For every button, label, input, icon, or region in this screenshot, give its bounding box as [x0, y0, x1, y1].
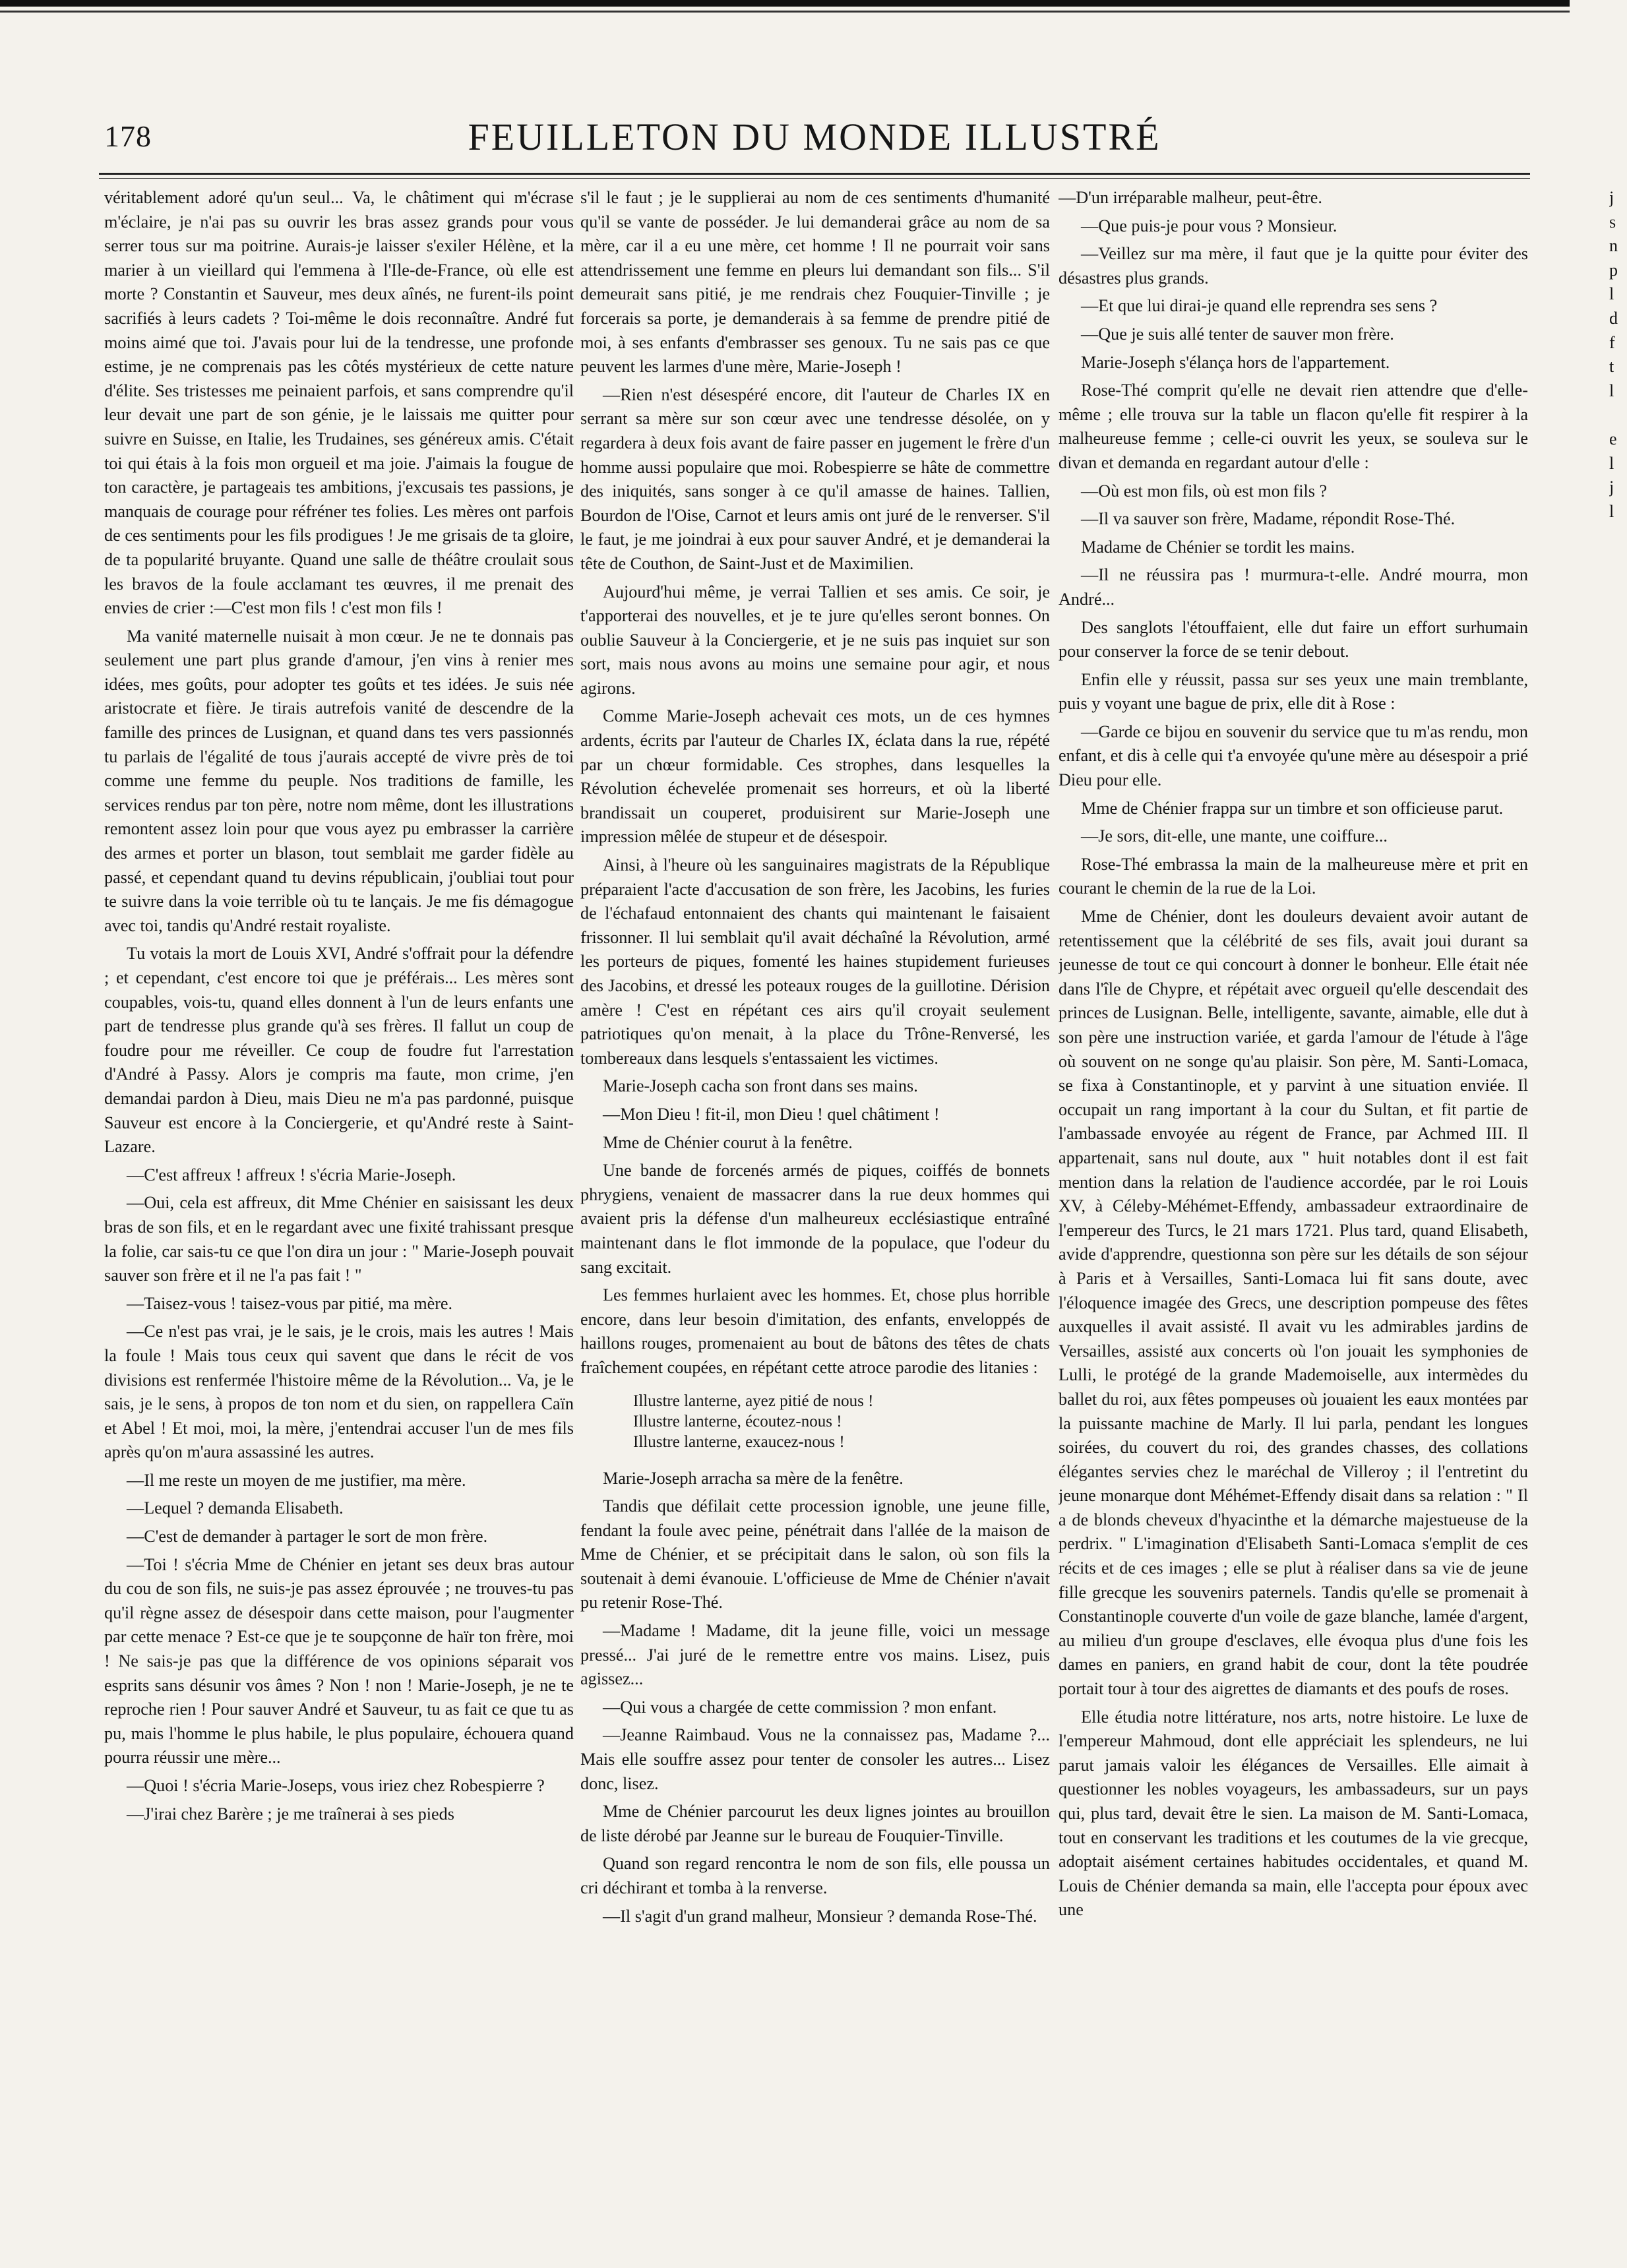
paragraph: —Mon Dieu ! fit-il, mon Dieu ! quel châtiment !	[603, 1104, 940, 1124]
paragraph: —C'est de demander à partager le sort de mon frère.	[127, 1527, 488, 1547]
paragraph: —Ce n'est pas vrai, je le sais, je le crois, mais les autres ! Mais la foule ! Mais tous ceux qui savent que dans le récit de vos divisions est renfermée l'histoire même de la Révolution... Va, je le sais, je le sens, à propos de ton nom et du sien, on rappellera Caïn et Abel ! Et moi, moi, la mère, j'entendrai accuser l'un de mes fils après qu'on m'aura assassiné les autres.	[104, 1322, 574, 1462]
paragraph: Elle étudia notre littérature, nos arts, notre histoire. Le luxe de l'empereur Mahmoud, dont elle appréciait les splendeurs, ne lui parut jamais valoir les élégances de Versailles. Elle aimait à questionner les nobles voyageurs, les ambassadeurs, sur un pays qui, plus tard, devait être le sien. La maison de M. Santi-Lomaca, tout en conservant les traditions et les coutumes de la vie grecque, adoptait aisément certaines habitudes occidentales, et quand M. Louis de Chénier demanda sa main, elle l'accepta pour époux avec une	[1059, 1707, 1528, 1920]
paragraph: Mme de Chénier courut à la fenêtre.	[603, 1132, 853, 1152]
header-rule	[99, 173, 1530, 175]
paragraph: —Veillez sur ma mère, il faut que je la quitte pour éviter des désastres plus grands.	[1059, 244, 1528, 288]
paragraph: —Que puis-je pour vous ? Monsieur.	[1081, 216, 1337, 235]
fragment-line: d	[1609, 308, 1618, 328]
paragraph: —Madame ! Madame, dit la jeune fille, voici un message pressé... J'ai juré de le remettre entre vos mains. Lisez, puis agissez...	[580, 1621, 1050, 1689]
fragment-line: l	[1609, 284, 1614, 304]
fragment-line: j	[1609, 477, 1614, 497]
fragment-line: l	[1609, 453, 1614, 473]
journal-title: FEUILLETON DU MONDE ILLUSTRÉ	[468, 115, 1161, 158]
top-border-thin-bar	[0, 11, 1570, 13]
paragraph: Marie-Joseph s'élança hors de l'appartement.	[1081, 352, 1390, 372]
paragraph: —Jeanne Raimbaud. Vous ne la connaissez pas, Madame ?... Mais elle souffre assez pour tenter de consoler les autres... Lisez donc, lisez.	[580, 1725, 1050, 1793]
fragment-line: f	[1609, 332, 1615, 352]
paragraph: —Il me reste un moyen de me justifier, ma mère.	[127, 1470, 466, 1490]
paragraph: Rose-Thé embrassa la main de la malheureuse mère et prit en courant le chemin de la rue de la Loi.	[1059, 854, 1528, 898]
paragraph: Aujourd'hui même, je verrai Tallien et ses amis. Ce soir, je t'apporterai des nouvelles, et je te jure qu'elles seront bonnes. On oublie Sauveur à la Conciergerie, et je ne suis pas inquiet sur son sort, mais nous avons au moins une semaine pour agir, et nous agirons.	[580, 582, 1050, 698]
fragment-line	[1609, 403, 1627, 427]
page-number: 178	[104, 119, 152, 153]
paragraph: Quand son regard rencontra le nom de son fils, elle poussa un cri déchirant et tomba à la renverse.	[580, 1854, 1050, 1897]
paragraph: Marie-Joseph cacha son front dans ses mains.	[603, 1076, 918, 1096]
paragraph: —Lequel ? demanda Elisabeth.	[127, 1498, 344, 1518]
verse-line: Illustre lanterne, exaucez-nous !	[633, 1432, 845, 1451]
paragraph: Mme de Chénier frappa sur un timbre et son officieuse parut.	[1081, 798, 1504, 818]
paragraph: Ainsi, à l'heure où les sanguinaires magistrats de la République préparaient l'acte d'accusation de son frère, les Jacobins, les furies de l'échafaud entonnaient des chants qui maintenant le faisaient frissonner. Il lui semblait qu'il avait déchaîné la Révolution, armé les porteurs de piques, fomenté les haines stupidement furieuses des Jacobins, et dressé les poteaux rouges de la guillotine. Dérision amère ! C'est en répétant ces airs qu'il croyait seulement patriotiques qu'on menait, à la place du Trône-Renversé, les tombereaux dans lesquels s'entassaient les victimes.	[580, 855, 1050, 1068]
fragment-line: j	[1609, 188, 1614, 207]
fragment-line: s	[1609, 212, 1616, 231]
paragraph: —Je sors, dit-elle, une mante, une coiffure...	[1081, 826, 1388, 846]
paragraph: —C'est affreux ! affreux ! s'écria Marie-Joseph.	[127, 1165, 456, 1184]
paragraph: —Oui, cela est affreux, dit Mme Chénier en saisissant les deux bras de son fils, et en le regardant avec une fixité trahissant presque la folie, car sais-tu ce que l'on dira un jour : " Marie-Joseph pouvait sauver son frère et il ne l'a pas fait ! "	[104, 1193, 574, 1285]
paragraph: —Toi ! s'écria Mme de Chénier en jetant ses deux bras autour du cou de son fils, ne suis-je pas assez éprouvée ; ne trouves-tu pas qu'il règne assez de désespoir dans cette maison, pour l'augmenter par cette menace ? Est-ce que je te soupçonne de haïr ton frère, moi ! Ne sais-je pas que la différence de vos opinions séparait vos esprits sans désunir vos âmes ? Non ! non ! Marie-Joseph, je ne te reproche rien ! Pour sauver André et Sauveur, tu as fait ce que tu as pu, mais l'homme le plus habile, le plus populaire, échouera quand pourra réussir une mère...	[104, 1554, 574, 1767]
fragment-line: l	[1609, 381, 1614, 400]
fragment-line: l	[1609, 501, 1614, 521]
text-column-2	[580, 186, 1050, 2237]
paragraph: Tu votais la mort de Louis XVI, André s'offrait pour la défendre ; et cependant, c'est encore toi que je préférais... Les mères sont coupables, vois-tu, quand elles donnent à l'un de leurs enfants une part de tendresse plus grande qu'à ses frères. Il fallut un coup de foudre pour me réveiller. Ce coup de foudre fut l'arrestation d'André à Passy. Alors je compris ma faute, mon crime, j'en demandai pardon à Dieu, mais Dieu ne m'a pas pardonné, puisque Sauveur est encore à la Conciergerie, et qu'André reste à Saint-Lazare.	[104, 944, 574, 1157]
paragraph: —D'un irréparable malheur, peut-être.	[1059, 188, 1322, 207]
paragraph: —Quoi ! s'écria Marie-Joseps, vous iriez chez Robespierre ?	[127, 1776, 545, 1795]
paragraph: Enfin elle y réussit, passa sur ses yeux une main tremblante, puis y voyant une bague de prix, elle dit à Rose :	[1059, 669, 1528, 714]
paragraph: Comme Marie-Joseph achevait ces mots, un de ces hymnes ardents, écrits par l'auteur de Charles IX, éclata dans la rue, répété par un chœur formidable. Ces strophes, dans lesquelles la Révolution échevelée promenait ses horreurs, et où la liberté brandissait un couperet, produisirent sur Marie-Joseph une impression mêlée de stupeur et de désespoir.	[580, 706, 1050, 847]
fragment-line: e	[1609, 429, 1617, 448]
paragraph: Tandis que défilait cette procession ignoble, une jeune fille, fendant la foule avec peine, pénétrait dans l'allée de la maison de Mme de Chénier, et se précipitait dans le salon, où son fils la soutenait à demi évanouie. L'officieuse de Mme de Chénier n'avait pu retenir Rose-Thé.	[580, 1496, 1050, 1612]
paragraph: —J'irai chez Barère ; je me traînerai à ses pieds	[127, 1804, 454, 1824]
text-column-1	[104, 186, 574, 2237]
paragraph: —Où est mon fils, où est mon fils ?	[1081, 481, 1328, 501]
paragraph: —Garde ce bijou en souvenir du service que tu m'as rendu, mon enfant, et dis à celle qui t'a envoyée qu'une mère au désespoir a prié Dieu pour elle.	[1059, 721, 1528, 790]
paragraph: Marie-Joseph arracha sa mère de la fenêtre.	[603, 1468, 904, 1488]
paragraph: Ma vanité maternelle nuisait à mon cœur. Je ne te donnais pas seulement une part plus grande d'amour, j'en vins à renier mes idées, mes goûts, pour adopter tes goûts et tes idées. Je suis née aristocrate et fière. Je tirais autrefois vanité de descendre de la famille des princes de Lusignan, et quand dans tes vers passionnés tu parlais de l'égalité de tous j'aurais accepté de vivre près de toi comme une femme du peuple. Nos traditions de famille, les services rendus par ton père, notre nom même, dont les illustrations remontent assez loin pour que vous ayez pu embrasser la carrière des armes et porter un blason, tout semblait me garder fidèle au passé, et cependant quand tu devins républicain, j'oubliai tout pour te suivre dans la voie terrible où tu te lançais. Je me fis démagogue avec toi, tandis qu'André restait royaliste.	[104, 626, 574, 935]
paragraph: Madame de Chénier se tordit les mains.	[1081, 537, 1355, 557]
fragment-line: p	[1609, 260, 1618, 280]
fragment-line: t	[1609, 357, 1614, 377]
paragraph: —Il s'agit d'un grand malheur, Monsieur ? demanda Rose-Thé.	[603, 1906, 1037, 1926]
next-page-column-fragment	[1609, 186, 1627, 582]
verse-line: Illustre lanterne, écoutez-nous !	[633, 1412, 842, 1430]
paragraph: —Et que lui dirai-je quand elle reprendra ses sens ?	[1081, 296, 1438, 316]
litany-verse	[633, 1391, 1050, 1452]
paragraph: —Que je suis allé tenter de sauver mon frère.	[1081, 324, 1394, 344]
paragraph: —Taisez-vous ! taisez-vous par pitié, ma mère.	[127, 1293, 453, 1313]
verse-line: Illustre lanterne, ayez pitié de nous !	[633, 1392, 874, 1410]
paragraph: Mme de Chénier parcourut les deux lignes jointes au brouillon de liste dérobé par Jeanne sur le bureau de Fouquier-Tinville.	[580, 1802, 1050, 1845]
paragraph: —Rien n'est désespéré encore, dit l'auteur de Charles IX en serrant sa mère sur son cœur avec une tendresse désolée, on y regardera à deux fois avant de faire passer en jugement le frère d'un homme aussi populaire que moi. Robespierre se hâte de commettre des iniquités, sans songer à ce qu'il amasse de haines. Tallien, Bourdon de l'Oise, Carnot et leurs amis ont juré de le renverser. S'il le faut, je me joindrai à eux pour sauver André, et je demanderai la tête de Couthon, de Saint-Just et de Maximilien.	[580, 384, 1050, 573]
paragraph: Mme de Chénier, dont les douleurs devaient avoir autant de retentissement que la célébrité de ses fils, avait joui durant sa jeunesse de tout ce qui concourt à donner le bonheur. Elle était née dans l'île de Chypre, et répétait avec orgueil qu'elle descendait des princes de Lusignan. Belle, intelligente, savante, aimable, elle dut à son père une instruction variée, et garda l'amour de l'étude à l'âge où souvent on ne songe qu'au plaisir. Son père, M. Santi-Lomaca, se fixa à Constantinople, et y parvint à une situation enviée. Il occupait un rang important à la cour du Sultan, et fit partie de l'ambassade envoyée au régent de France, par Achmed III. Il appartenait, sans nul doute, aux " huit notables dont il est fait mention dans la relation de l'audience accordée, par le roi Louis XV, à Céleby-Méhémet-Effendy, ambassadeur extraordinaire de l'empereur des Turcs, le 21 mars 1721. Plus tard, quand Elisabeth, avide d'apprendre, questionna son père sur les détails de son séjour à Paris et à Versailles, Santi-Lomaca lui fit sans doute, avec l'éloquence imagée des Grecs, une description pompeuse des fêtes auxquelles il avait assisté. Il avait vu les admirables jardins de Versailles, assisté aux concerts où l'on jouait les symphonies de Lulli, le protégé de la grande Mademoiselle, aux intermèdes du ballet du roi, aux fêtes pompeuses où jouaient les eaux montées par la puissante machine de Marly. Il lui parla, pendant les longues soirées, du couvert du roi, des grandes chasses, des collations élégantes servies chez le maréchal de Villeroy ; il l'entretint du jeune monarque dont Méhémet-Effendy disait dans sa relation : " Il a de blonds cheveux d'hyacinthe et la démarche majestueuse de la perdrix. " L'imagination d'Elisabeth Santi-Lomaca s'emplit de ces récits et de ces images ; elle se plut à réaliser dans sa vie de jeune fille grecque les souvenirs paternels. Tandis qu'elle se promenait à Constantinople couverte d'un voile de gaze blanche, lamée d'argent, au milieu d'un groupe d'esclaves, elle évoqua plus d'une fois les dames en paniers, en grand habit de cour, dont la tête poudrée portait tour à tour des aigrettes de diamants et des poufs de roses.	[1059, 907, 1528, 1699]
paragraph: —Il ne réussira pas ! murmura-t-elle. André mourra, mon André...	[1059, 565, 1528, 609]
page-header	[99, 112, 1530, 171]
paragraph: véritablement adoré qu'un seul... Va, le châtiment qui m'écrase m'éclaire, je n'ai pas su ouvrir les bras assez grands pour vous serrer tous sur ma poitrine. Aurais-je laisser s'exiler Hélène, et la marier à un vieillard qui l'emmena à l'Ile-de-France, où elle est morte ? Constantin et Sauveur, mes deux aînés, ne furent-ils point sacrifiés à leurs cadets ? Toi-même le dois reconnaître. André fut moins aimé que toi. J'avais pour lui de la tendresse, une profonde estime, je ne comprenais pas les côtés mystérieux de cette nature d'élite. Ses tristesses me peinaient parfois, et sans comprendre qu'il leur devait une part de son génie, je le laissais me quitter pour suivre en Suisse, en Italie, les Trudaines, ses généreux amis. C'était toi qui étais à la fois mon orgueil et ma joie. J'aimais la fougue de ton caractère, je partageais tes ambitions, j'excusais tes passions, je manquais de courage pour réfréner tes folies. Les mères ont parfois de ces sentiments pour les fils prodigues ! Je me grisais de ta gloire, de ta popularité bruyante. Quand une salle de théâtre croulait sous les bravos de la foule acclamant tes œuvres, il me prenait des envies de crier :—C'est mon fils ! c'est mon fils !	[104, 188, 574, 618]
paragraph: s'il le faut ; je le supplierai au nom de ces sentiments d'humanité qu'il se vante de posséder. Je lui demanderai grâce au nom de sa mère, car il a eu une mère, cet homme ! Il ne pourrait voir sans attendrissement une femme en pleurs lui demandant son fils... S'il demeurait sans pitié, je me rendrais chez Fouquier-Tinville ; je forcerais sa porte, je demanderais à sa femme de prendre pitié de moi, à ses enfants d'embrasser ses genoux. Tu ne sais pas ce que peuvent les larmes d'une mère, Marie-Joseph !	[580, 188, 1050, 377]
top-border-bar	[0, 0, 1570, 7]
paragraph: —Il va sauver son frère, Madame, répondit Rose-Thé.	[1081, 509, 1456, 529]
paragraph: Des sanglots l'étouffaient, elle dut faire un effort surhumain pour conserver la force de se tenir debout.	[1059, 617, 1528, 661]
paragraph: Rose-Thé comprit qu'elle ne devait rien attendre que d'elle-même ; elle trouva sur la table un flacon qu'elle fit respirer à la malheureuse femme ; celle-ci ouvrit les yeux, se souleva sur le divan et demanda en regardant autour d'elle :	[1059, 381, 1528, 472]
fragment-line: n	[1609, 236, 1618, 256]
paragraph: Les femmes hurlaient avec les hommes. Et, chose plus horrible encore, dans leur besoin d'imitation, des enfants, enveloppés de haillons rouges, promenaient au bout de bâtons des têtes de chats fraîchement coupées, en répétant cette atroce parodie des litanies :	[580, 1285, 1050, 1377]
paragraph: —Qui vous a chargée de cette commission ? mon enfant.	[603, 1697, 997, 1717]
text-column-3	[1059, 186, 1528, 2237]
paragraph: Une bande de forcenés armés de piques, coiffés de bonnets phrygiens, venaient de massacrer dans la rue deux hommes qui avaient pris la défense d'un malheureux ecclésiastique entraîné maintenant dans le flot immonde de la populace, que l'odeur du sang excitait.	[580, 1161, 1050, 1277]
header-rule-thin	[99, 178, 1530, 179]
